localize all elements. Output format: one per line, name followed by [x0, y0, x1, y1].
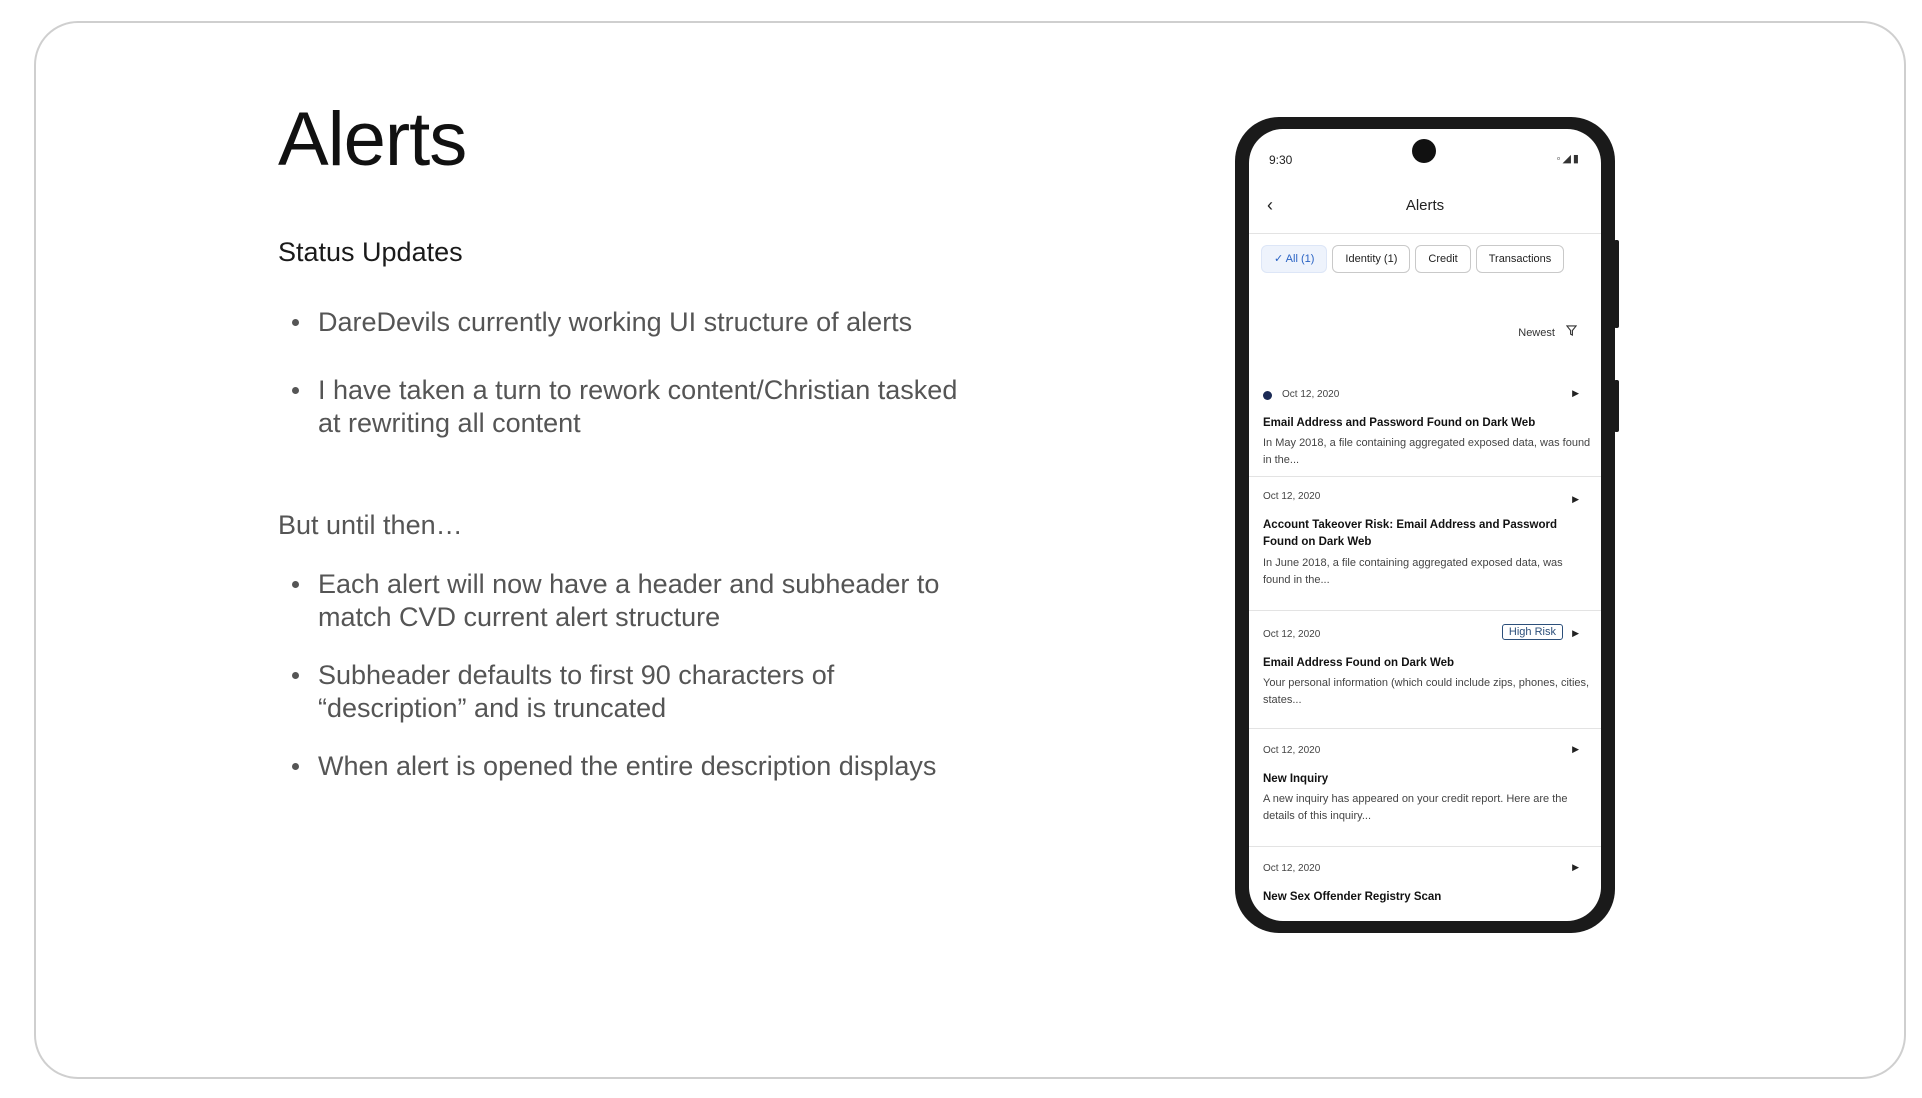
- checkmark-icon: ✓: [1274, 253, 1286, 265]
- status-bar: [1249, 129, 1601, 179]
- alert-header: Email Address and Password Found on Dark Web: [1263, 417, 1536, 429]
- alert-subheader: In May 2018, a file containing aggregated exposed data, was found in the...: [1263, 437, 1591, 466]
- bullet-item: [278, 659, 978, 725]
- alert-list-item[interactable]: [1249, 477, 1601, 611]
- signal-battery-icon: ◦◢▮: [1556, 153, 1581, 165]
- alert-header: Account Takeover Risk: Email Address and Password Found on Dark Web: [1263, 519, 1557, 548]
- chip-label: Transactions: [1488, 253, 1552, 265]
- chevron-right-icon: ▶: [1572, 494, 1579, 504]
- phone-screen: [1249, 129, 1601, 921]
- bullet-text: I have taken a turn to rework content/Christian tasked at rewriting all content: [318, 375, 958, 438]
- chevron-right-icon: ▶: [1572, 862, 1579, 872]
- status-bullet-list: [278, 306, 978, 475]
- back-arrow-icon[interactable]: ‹: [1267, 195, 1273, 215]
- alert-date: Oct 12, 2020: [1263, 863, 1321, 874]
- phone-mockup: [1235, 117, 1615, 933]
- chip-transactions[interactable]: [1476, 245, 1565, 273]
- alert-subheader: A new inquiry has appeared on your credit report. Here are the details of this inquiry...: [1263, 793, 1568, 822]
- slide-title: Alerts: [278, 97, 467, 182]
- chip-label: All (1): [1285, 253, 1315, 265]
- chip-label: Credit: [1428, 253, 1458, 265]
- status-time: 9:30: [1269, 153, 1293, 167]
- chip-credit[interactable]: [1415, 245, 1470, 273]
- bullet-text: When alert is opened the entire description displays: [318, 751, 937, 781]
- alert-date: Oct 12, 2020: [1263, 629, 1321, 640]
- bullet-dot-icon: [292, 763, 299, 770]
- alert-header: Email Address Found on Dark Web: [1263, 657, 1455, 669]
- bullet-item: [278, 374, 978, 440]
- bullet-dot-icon: [292, 672, 299, 679]
- filter-chips: [1261, 245, 1569, 273]
- alert-date: Oct 12, 2020: [1263, 491, 1321, 502]
- chevron-right-icon: ▶: [1572, 388, 1579, 398]
- filter-funnel-icon[interactable]: [1566, 325, 1577, 339]
- chip-label: Identity (1): [1345, 253, 1398, 265]
- until-then-text: But until then…: [278, 510, 463, 540]
- alert-subheader: Your personal information (which could include zips, phones, cities, states...: [1263, 677, 1590, 706]
- camera-icon: [1412, 139, 1436, 163]
- chip-all[interactable]: [1261, 245, 1327, 273]
- bullet-text: DareDevils currently working UI structure of alerts: [318, 307, 913, 337]
- alert-date: Oct 12, 2020: [1263, 745, 1321, 756]
- app-bar: [1249, 185, 1601, 234]
- unread-dot-icon: [1263, 391, 1272, 400]
- chip-identity[interactable]: [1332, 245, 1410, 273]
- alert-date: Oct 12, 2020: [1282, 389, 1340, 400]
- bullet-item: [278, 750, 978, 783]
- sort-label: Newest: [1518, 327, 1555, 339]
- chevron-right-icon: ▶: [1572, 744, 1579, 754]
- alert-list-item[interactable]: [1249, 365, 1601, 477]
- alert-subheader: In June 2018, a file containing aggregated exposed data, was found in the...: [1263, 557, 1563, 586]
- alert-list-item[interactable]: [1249, 611, 1601, 729]
- bullet-dot-icon: [292, 581, 299, 588]
- bullet-dot-icon: [292, 319, 299, 326]
- bullet-dot-icon: [292, 387, 299, 394]
- alert-list-item[interactable]: [1249, 729, 1601, 847]
- bullet-text: Each alert will now have a header and subheader to match CVD current alert structure: [318, 569, 940, 632]
- bullet-text: Subheader defaults to first 90 characters of “description” and is truncated: [318, 660, 835, 723]
- app-bar-title: Alerts: [1405, 197, 1445, 214]
- sort-control[interactable]: [1518, 325, 1577, 339]
- alert-header: New Inquiry: [1263, 773, 1329, 785]
- slide-subtitle: Status Updates: [278, 237, 463, 267]
- high-risk-badge: High Risk: [1502, 624, 1563, 640]
- chevron-right-icon: ▶: [1572, 628, 1579, 638]
- bullet-item: [278, 306, 978, 339]
- bullet-item: [278, 568, 978, 634]
- alert-header: New Sex Offender Registry Scan: [1263, 891, 1442, 903]
- changes-bullet-list: [278, 568, 978, 808]
- alert-list-item[interactable]: [1249, 847, 1601, 921]
